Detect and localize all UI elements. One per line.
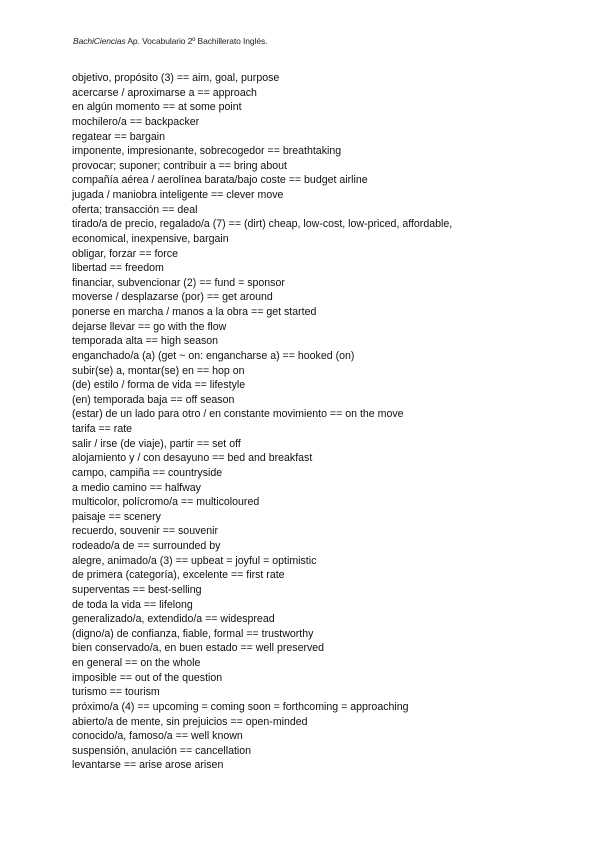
vocabulary-list: [72, 71, 562, 773]
vocabulary-entry: compañía aérea / aerolínea barata/bajo coste == budget airline: [72, 174, 368, 187]
vocabulary-entry: provocar; suponer; contribuir a == bring about: [72, 159, 287, 172]
vocabulary-entry: (de) estilo / forma de vida == lifestyle: [72, 379, 246, 392]
vocabulary-entry: imponente, impresionante, sobrecogedor == breathtaking: [72, 145, 342, 158]
vocabulary-entry: rodeado/a de == surrounded by: [72, 540, 221, 552]
vocabulary-entry: financiar, subvencionar (2) == fund = sponsor: [72, 276, 285, 289]
vocabulary-entry: alojamiento y / con desayuno == bed and breakfast: [72, 452, 313, 465]
vocabulary-entry: (en) temporada baja == off season: [72, 393, 235, 406]
vocabulary-entry: moverse / desplazarse (por) == get around: [72, 291, 273, 304]
header-title: Ap. Vocabulario 2º Bachillerato Inglés.: [125, 36, 268, 46]
vocabulary-entry: de toda la vida == lifelong: [72, 598, 193, 611]
vocabulary-entry: (estar) de un lado para otro / en constante movimiento == on the move: [72, 408, 404, 421]
vocabulary-entry: libertad == freedom: [72, 262, 164, 275]
vocabulary-entry: enganchado/a (a) (get ~ on: engancharse a) == hooked (on): [72, 349, 355, 362]
vocabulary-entry: oferta; transacción == deal: [72, 203, 198, 216]
vocabulary-entry: objetivo, propósito (3) == aim, goal, purpose: [72, 72, 280, 84]
vocabulary-entry: paisaje == scenery: [72, 510, 161, 523]
vocabulary-entry: ponerse en marcha / manos a la obra == get started: [72, 306, 317, 318]
vocabulary-entry: generalizado/a, extendido/a == widespread: [72, 613, 275, 626]
vocabulary-entry: recuerdo, souvenir == souvenir: [72, 525, 219, 538]
vocabulary-entry: a medio camino == halfway: [72, 481, 201, 494]
vocabulary-entry: levantarse == arise arose arisen: [72, 759, 224, 772]
vocabulary-entry: tirado/a de precio, regalado/a (7) == (dirt) cheap, low-cost, low-priced, affordable,: [72, 218, 453, 231]
vocabulary-entry: turismo == tourism: [72, 686, 160, 699]
vocabulary-entry: salir / irse (de viaje), partir == set off: [72, 437, 241, 450]
vocabulary-entry: alegre, animado/a (3) == upbeat = joyful = optimistic: [72, 554, 317, 567]
vocabulary-entry: acercarse / aproximarse a == approach: [72, 86, 257, 99]
vocabulary-entry: (digno/a) de confianza, fiable, formal == trustworthy: [72, 627, 314, 640]
page-header: [73, 36, 267, 46]
vocabulary-entry: de primera (categoría), excelente == first rate: [72, 569, 285, 582]
vocabulary-entry: próximo/a (4) == upcoming = coming soon = forthcoming = approaching: [72, 700, 409, 713]
vocabulary-entry: temporada alta == high season: [72, 335, 219, 348]
vocabulary-entry: suspensión, anulación == cancellation: [72, 744, 252, 757]
vocabulary-entry: multicolor, polícromo/a == multicoloured: [72, 496, 260, 509]
vocabulary-entry: campo, campiña == countryside: [72, 466, 223, 479]
vocabulary-entry: conocido/a, famoso/a == well known: [72, 730, 243, 743]
vocabulary-entry: abierto/a de mente, sin prejuicios == open-minded: [72, 715, 308, 728]
vocabulary-entry: en algún momento == at some point: [72, 101, 242, 114]
vocabulary-entry: tarifa == rate: [72, 423, 133, 435]
vocabulary-entry: obligar, forzar == force: [72, 247, 178, 260]
vocabulary-entry: economical, inexpensive, bargain: [72, 232, 229, 245]
header-brand: BachiCiencias: [73, 36, 126, 46]
vocabulary-entry: mochilero/a == backpacker: [72, 115, 200, 128]
vocabulary-entry: subir(se) a, montar(se) en == hop on: [72, 364, 245, 377]
vocabulary-entry: regatear == bargain: [72, 130, 166, 143]
vocabulary-entry: dejarse llevar == go with the flow: [72, 320, 227, 333]
vocabulary-entry: en general == on the whole: [72, 657, 201, 669]
vocabulary-entry: imposible == out of the question: [72, 671, 223, 684]
vocabulary-entry: superventas == best-selling: [72, 583, 202, 596]
vocabulary-entry: bien conservado/a, en buen estado == well preserved: [72, 642, 325, 655]
vocabulary-entry: jugada / maniobra inteligente == clever move: [72, 189, 284, 201]
